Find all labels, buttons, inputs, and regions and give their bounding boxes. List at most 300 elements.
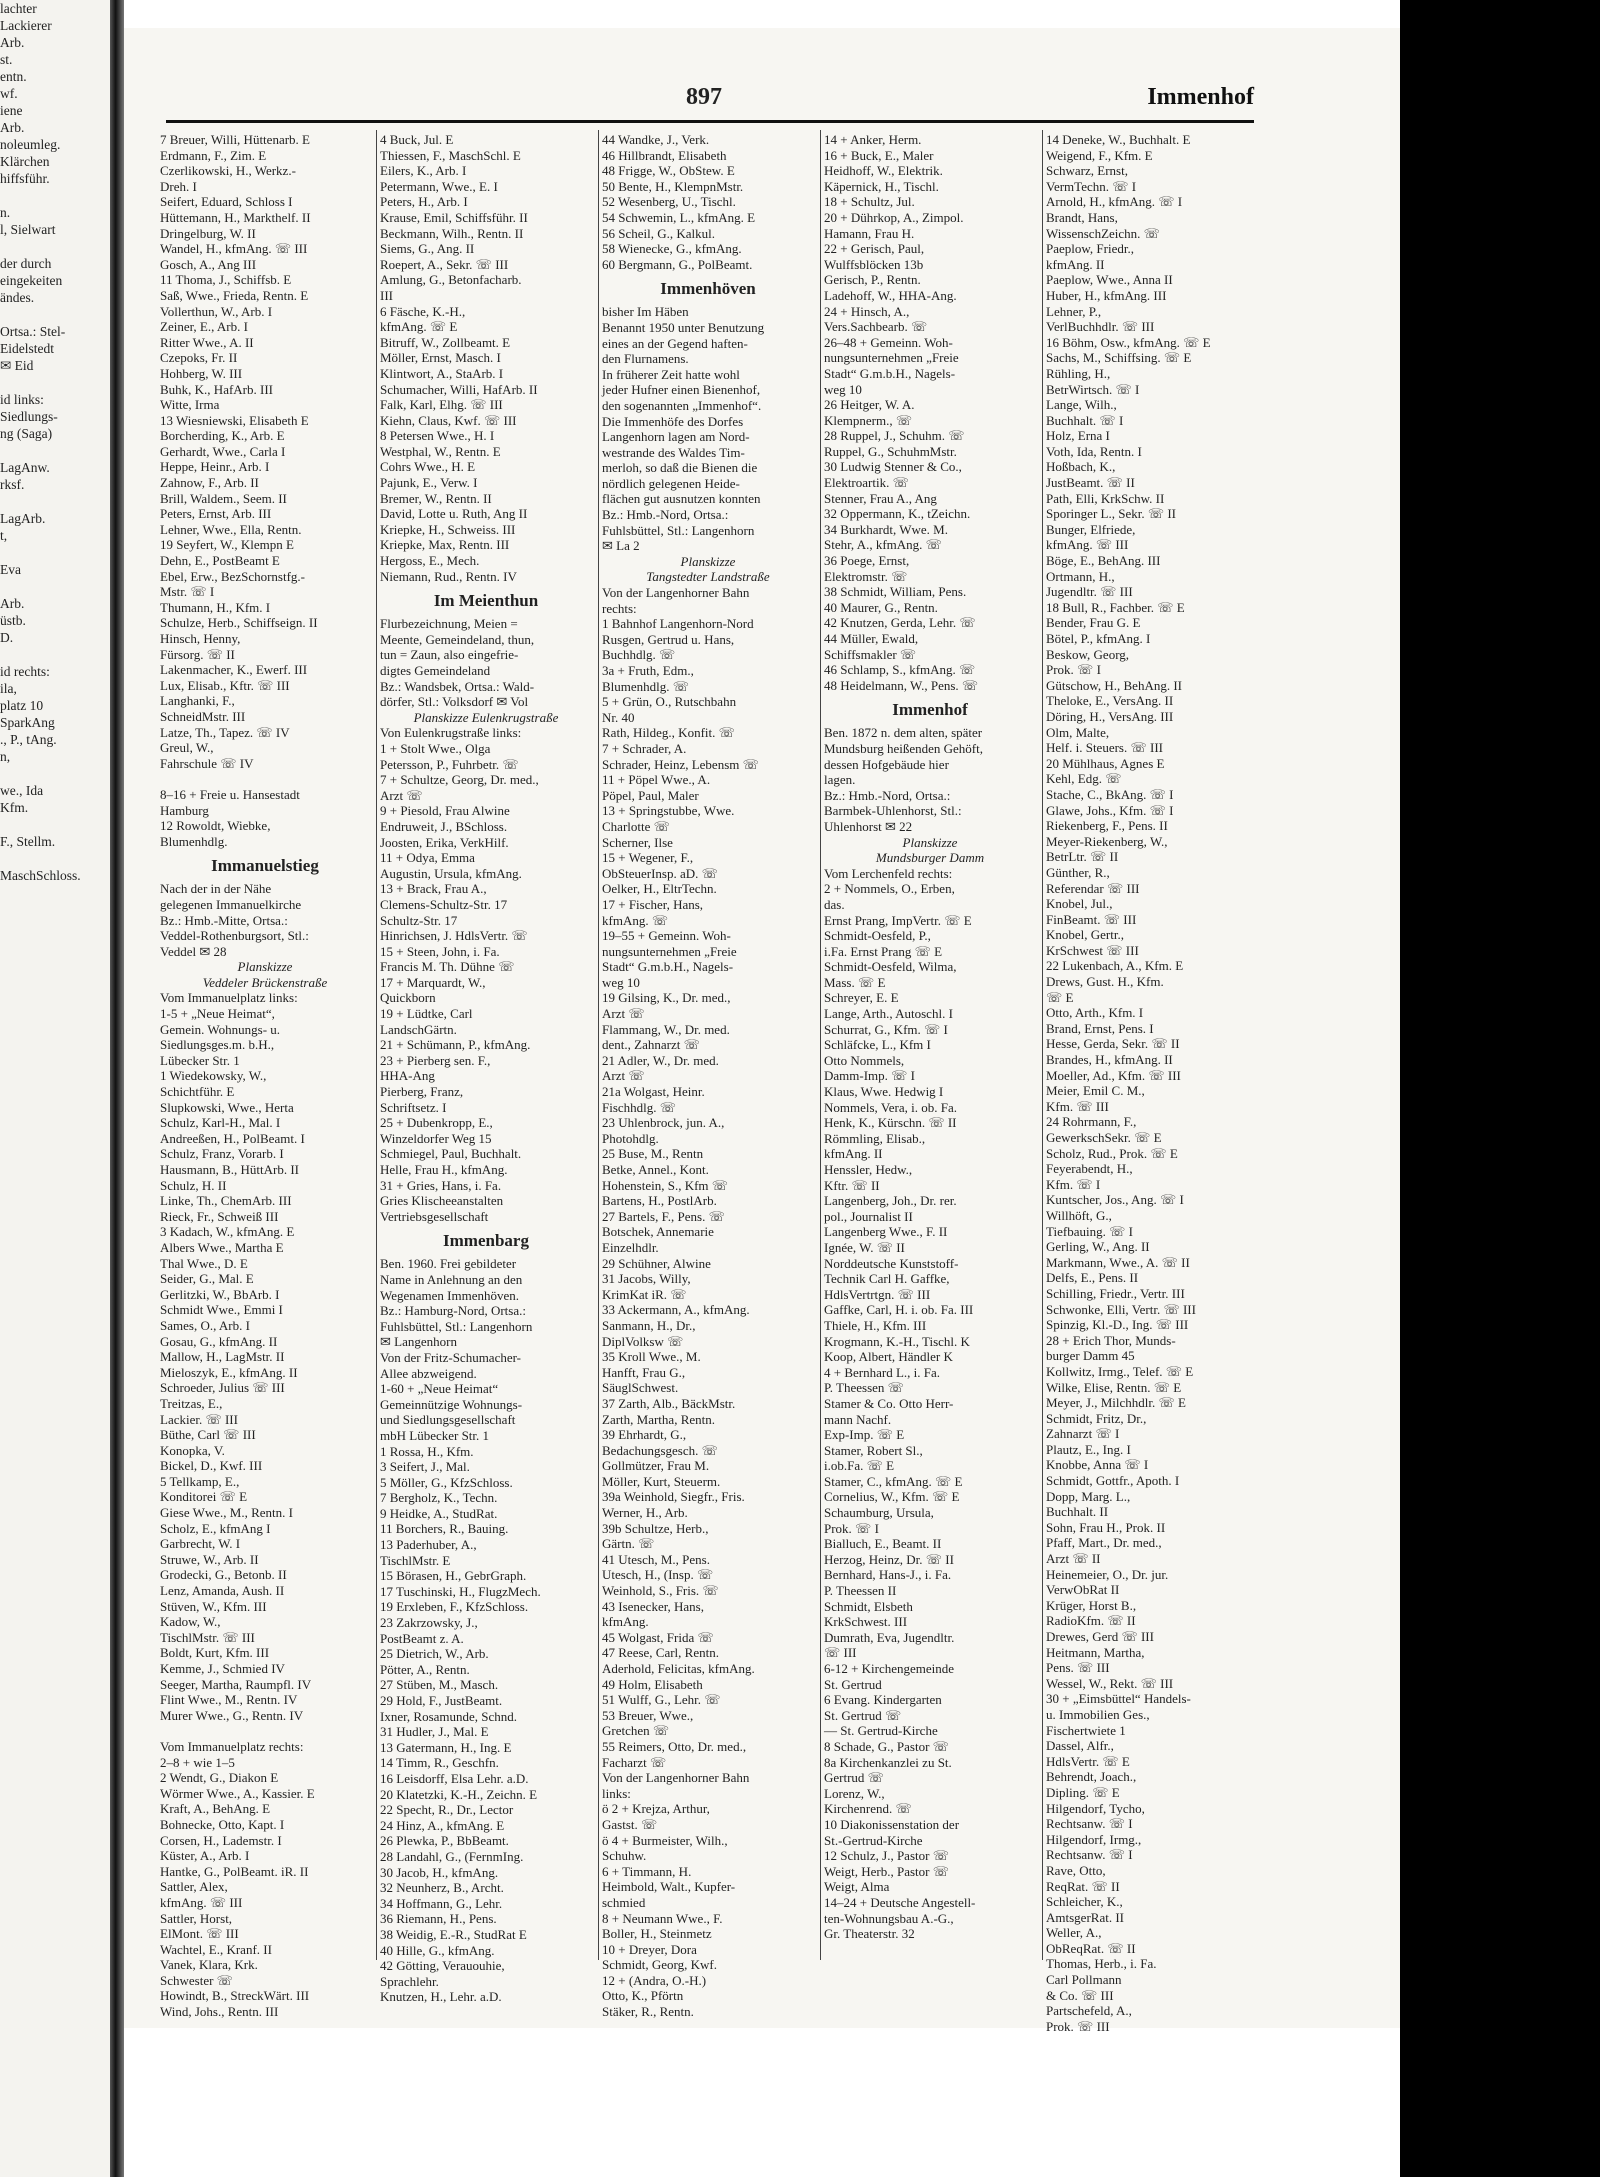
directory-line: Utesch, H., (Insp. ☏ [602,1567,714,1583]
directory-line: Technik Carl H. Gaffke, [824,1271,950,1287]
directory-line: 25 + Dubenkropp, E., [380,1115,493,1131]
directory-line: ☏ E [1046,989,1074,1005]
directory-line: 19–55 + Gemeinn. Woh- [602,928,731,944]
directory-line: Arzt ☏ II [1046,1551,1101,1567]
directory-line: Facharzt ☏ [602,1754,667,1770]
directory-line: Slupkowski, Wwe., Herta [160,1099,294,1115]
directory-line: Latze, Th., Tapez. ☏ IV [160,724,290,740]
directory-line: Von der Langenhorner Bahn [602,1770,750,1786]
scan-background [1400,0,1600,2177]
directory-line: Eilers, K., Arb. I [380,163,467,179]
directory-line: 4 + Bernhard L., i. Fa. [824,1364,941,1380]
directory-line: 17 + Marquardt, W., [380,974,486,990]
directory-line: 22 + Gerisch, Paul, [824,241,925,257]
directory-line: Thal Wwe., D. E [160,1255,248,1271]
directory-line: Gerisch, P., Rentn. [824,272,921,288]
directory-line: 21a Wolgast, Heinr. [602,1084,705,1100]
directory-line: 24 Hinz, A., kfmAng. E [380,1817,505,1833]
directory-line: Schleicher, K., [1046,1894,1123,1910]
directory-line: Rieck, Fr., Schweiß III [160,1208,279,1224]
directory-line: Gertrud ☏ [824,1770,884,1786]
directory-line: Albers Wwe., Martha E [160,1239,284,1255]
directory-line: 19 Seyfert, W., Klempn E [160,537,294,553]
directory-line: der durch [0,256,52,271]
directory-line: 47 Reese, Carl, Rentn. [602,1645,719,1661]
directory-line: 48 Heidelmann, W., Pens. ☏ [824,677,979,693]
directory-line: Henssler, Hedw., [824,1162,913,1177]
directory-line: 20 Klatetzki, K.-H., Zeichn. E [380,1786,538,1802]
directory-line: 38 Schmidt, William, Pens. [824,584,967,600]
directory-line: Elektroartik. ☏ [824,475,909,491]
directory-line: Kfm. ☏ III [1046,1098,1109,1114]
directory-line: Oelker, H., EltrTechn. [602,881,717,897]
directory-line: Schuhw. [602,1848,647,1864]
directory-line: Zahnow, F., Arb. II [160,475,259,491]
directory-line: Pierberg, Franz, [380,1084,464,1100]
directory-line: 25 Dietrich, W., Arb. [380,1646,489,1662]
directory-line: Rechtsanw. ☏ I [1046,1816,1133,1832]
directory-line: 13 + Brack, Frau A., [380,881,487,897]
directory-line: 25 Buse, M., Rentn [602,1146,704,1162]
directory-line: Beckmann, Wilh., Rentn. II [380,225,524,241]
directory-line: Schroeder, Julius ☏ III [160,1380,285,1396]
directory-line: kfmAng. [602,1614,649,1630]
directory-line: 11 + Odya, Emma [380,850,475,866]
directory-line [0,765,110,782]
directory-line: In früherer Zeit hatte wohl [602,366,740,382]
directory-line: Arnold, H., kfmAng. ☏ I [1046,194,1183,210]
directory-line: Kraft, A., BehAng. E [160,1801,271,1817]
directory-line [160,771,370,787]
directory-line: 7 Bergholz, K., Techn. [380,1490,498,1506]
directory-line: Knobel, Jul., [1046,896,1113,912]
directory-line: 13 Gatermann, H., Ing. E [380,1739,512,1755]
directory-line: 27 Stüben, M., Masch. [380,1677,499,1693]
directory-line: 9 + Piesold, Frau Alwine [380,803,510,819]
directory-line: kfmAng. ☏ [602,912,669,928]
column-divider [820,130,821,1960]
directory-line: Aderhold, Felicitas, kfmAng. [602,1661,755,1676]
directory-line: 38 Weidig, E.-R., StudRat E [380,1926,527,1942]
directory-line: Buchhalt. ☏ I [1046,412,1124,428]
directory-line: Wessel, W., Rekt. ☏ III [1046,1675,1174,1691]
directory-line: Klintwort, A., StaArb. I [380,365,504,381]
directory-line: 55 Reimers, Otto, Dr. med., [602,1738,747,1754]
directory-line: rksf. [0,477,25,492]
directory-line: 1 Rossa, H., Kfm. [380,1443,474,1459]
directory-line: 31 Jacobs, Willy, [602,1271,691,1287]
directory-line: Damm-Imp. ☏ I [824,1068,915,1084]
directory-line: Brill, Waldem., Seem. II [160,490,287,506]
directory-line: Westphal, W., Rentn. E [380,443,501,459]
directory-line: Otto, K., Pförtn [602,1988,684,2004]
directory-line: Hesse, Gerda, Sekr. ☏ II [1046,1036,1180,1052]
directory-line: Lakenmacher, K., Ewerf. III [160,662,308,678]
directory-line: Schreyer, E. E [824,990,899,1006]
directory-line [0,816,110,833]
directory-line: Dreh. I [160,178,197,194]
directory-line: Ben. 1872 n. dem alten, später [824,725,983,741]
directory-line: Heidhoff, W., Elektrik. [824,163,943,179]
street-heading: Im Meienthun [433,591,539,611]
directory-line: Pens. ☏ III [1046,1660,1110,1676]
directory-line: Pajunk, E., Verw. I [380,475,478,491]
directory-line: Sprachlehr. [380,1973,439,1989]
directory-line: Kfm. [0,800,29,815]
directory-line: Weigt, Alma [824,1879,890,1895]
directory-line: Norddeutsche Kunststoff- [824,1255,959,1271]
directory-line: 17 + Fischer, Hans, [602,896,704,912]
directory-line: 8–16 + Freie u. Hansestadt [160,786,300,802]
directory-line: 42 Knutzen, Gerda, Lehr. ☏ [824,615,976,631]
directory-line: Brandt, Hans, [1046,209,1118,225]
directory-line: Bickel, D., Kwf. III [160,1458,263,1474]
directory-line: Meyer-Riekenberg, W., [1046,833,1168,849]
directory-line: bisher Im Häben [602,304,689,320]
directory-line: Boldt, Kurt, Kfm. III [160,1645,270,1661]
directory-line: Gaffke, Carl, H. i. ob. Fa. III [824,1302,974,1318]
directory-line: 13 Paderhuber, A., [380,1537,477,1553]
directory-line: Augustin, Ursula, kfmAng. [380,865,522,881]
directory-line: ✉ Langenhorn [380,1334,457,1350]
directory-line: 37 Zarth, Alb., BäckMstr. [602,1395,736,1411]
directory-line: 29 Hold, F., JustBeamt. [380,1693,503,1708]
directory-line: VermTechn. ☏ I [1046,178,1137,194]
directory-line: Kirchenrend. ☏ [824,1801,912,1817]
directory-line: 28 Landahl, G., (FernmIng. [380,1848,524,1864]
directory-line: III [380,287,393,303]
directory-line: 11 + Pöpel Wwe., A. [602,772,711,788]
directory-line: Koop, Albert, Händler K [824,1349,953,1365]
directory-line: 49 Holm, Elisabeth [602,1676,703,1692]
directory-line: entn. [0,69,27,84]
directory-line: Kemme, J., Schmied IV [160,1661,285,1676]
directory-line: Schläfcke, L., Kfm I [824,1037,931,1053]
directory-line: Mundsburg heißenden Gehöft, [824,740,983,756]
directory-line: BetrWirtsch. ☏ I [1046,381,1140,397]
directory-line: Bernhard, Hans-J., i. Fa. [824,1567,952,1583]
directory-line: Bz.: Wandsbek, Ortsa.: Wald- [380,678,535,694]
directory-line: 15 Börasen, H., GebrGraph. [380,1568,527,1584]
directory-line: Gries Klischeeanstalten [380,1193,504,1209]
directory-line: Hausmann, B., HüttArb. II [160,1162,300,1177]
directory-line: Klaus, Wwe. Hedwig I [824,1084,944,1100]
directory-line: 6-12 + Kirchengemeinde [824,1661,955,1676]
directory-line: Bitruff, W., Zollbeamt. E [380,334,511,350]
book-gutter [110,0,124,2177]
directory-line: Sanmann, H., Dr., [602,1317,696,1333]
directory-line: 5 Möller, G., KfzSchloss. [380,1474,513,1490]
directory-line: Quickborn [380,990,436,1006]
directory-line: 26 Plewka, P., BbBeamt. [380,1833,509,1849]
directory-line: DiplVolksw ☏ [602,1333,684,1349]
directory-line: David, Lotte u. Ruth, Ang II [380,506,528,522]
directory-line: Schwonke, Elli, Vertr. ☏ III [1046,1301,1196,1317]
directory-line: Kadow, W., [160,1614,221,1630]
directory-line: Scherner, Ilse [602,834,673,850]
directory-line: Jugendltr. ☏ III [1046,584,1133,600]
directory-line: Erdmann, F., Zim. E [160,147,267,163]
directory-line: 48 Frigge, W., ObStew. E [602,163,735,179]
directory-line: Hamburg [160,802,209,818]
directory-line: 44 Wandke, J., Verk. [602,132,710,147]
directory-line: Witte, Irma [160,397,220,413]
directory-line: Schulz, H. II [160,1177,227,1193]
directory-line: St. Gertrud [824,1676,882,1692]
directory-line: 60 Bergmann, G., PolBeamt. [602,256,753,272]
directory-line: Stadt“ G.m.b.H., Nagels- [824,365,956,381]
directory-line: 2 + Nommels, O., Erben, [824,881,955,897]
directory-line: Nr. 40 [602,709,635,725]
directory-line: Schulz, Karl-H., Mal. I [160,1115,281,1131]
directory-line: Gütschow, H., BehAng. II [1046,677,1182,693]
directory-line: Schwester ☏ [160,1972,233,1988]
directory-line: Böge, E., BehAng. III [1046,553,1161,569]
directory-line: Fuhlsbüttel, Stl.: Langenhorn [602,522,755,538]
directory-line: Konditorei ☏ E [160,1489,248,1505]
directory-line: Langenhorn lagen am Nord- [602,429,750,445]
directory-line: und Siedlungsgesellschaft [380,1412,516,1428]
directory-line: Schumacher, Willi, HafArb. II [380,381,538,397]
directory-line: Schichtführ. E [160,1084,235,1100]
directory-line: Paeplow, Wwe., Anna II [1046,272,1173,288]
directory-line: 16 + Buck, E., Maler [824,147,934,163]
directory-line: Gretchen ☏ [602,1723,670,1739]
directory-line: Schilling, Friedr., Vertr. III [1046,1285,1185,1301]
directory-line: Zahnarzt ☏ I [1046,1426,1120,1442]
directory-line: Treitzas, E., [160,1395,223,1411]
directory-line: Uhlenhorst ✉ 22 [824,818,913,834]
directory-line: Eidelstedt [0,341,54,356]
directory-line: Meente, Gemeindeland, thun, [380,631,535,647]
directory-line: Clemens-Schultz-Str. 17 [380,896,508,912]
directory-line: i.ob.Fa. ☏ E [824,1458,895,1474]
directory-line: Rath, Hildeg., Konfit. ☏ [602,725,735,741]
directory-line: Elektromstr. ☏ [824,568,908,584]
column-3 [602,132,814,2020]
directory-line: Pötter, A., Rentn. [380,1661,470,1677]
directory-line: Hamann, Frau H. [824,225,915,241]
directory-line: Sattler, Alex, [160,1879,228,1895]
directory-line: 43 Isenecker, Hans, [602,1598,704,1614]
directory-line: LagArb. [0,511,46,526]
directory-line: & Co. ☏ III [1046,1987,1114,2003]
directory-line: Schmidt, Gottfr., Apoth. I [1046,1473,1180,1489]
directory-line: Botschek, Annemarie [602,1224,714,1240]
directory-line: Vertriebsgesellschaft [380,1208,489,1224]
directory-line: 35 Kroll Wwe., M. [602,1349,701,1365]
directory-line: iene [0,103,23,118]
column-divider [376,130,377,1960]
directory-line [0,493,110,510]
directory-line: 41 Utesch, M., Pens. [602,1551,710,1567]
directory-line: 19 + Lüdtke, Carl [380,1006,473,1022]
directory-line: Schmidt, Elsbeth [824,1598,913,1614]
directory-line: 12 Schulz, J., Pastor ☏ [824,1848,949,1864]
street-note: Planskizze [902,834,958,850]
directory-line: Heppe, Heinr., Arb. I [160,459,270,475]
directory-line: 11 Thoma, J., Schiffsb. E [160,272,292,288]
directory-line: 42 Götting, Verauouhie, [380,1958,505,1974]
street-heading: Immenbarg [443,1231,529,1251]
directory-line: Prok. ☏ I [1046,662,1101,678]
directory-line: ., P., tAng. [0,732,57,747]
directory-line: Sames, O., Arb. I [160,1317,250,1333]
directory-line: Gerling, W., Ang. II [1046,1239,1150,1255]
directory-line: Struwe, W., Arb. II [160,1551,259,1567]
directory-line: 19 Erxleben, F., KfzSchloss. [380,1599,529,1615]
directory-line: Rave, Otto, [1046,1862,1106,1878]
directory-line: Fischertwiete 1 [1046,1722,1126,1738]
directory-line: Vom Lerchenfeld rechts: [824,865,953,881]
directory-line: Lehner, Wwe., Ella, Rentn. [160,521,302,537]
directory-line: Konopka, V. [160,1442,225,1458]
directory-line: Blumenhdlg. [160,833,228,849]
directory-line: Bz.: Hmb.-Mitte, Ortsa.: [160,912,288,928]
directory-line: l, Sielwart [0,222,56,237]
directory-line: Einzelhdlr. [602,1239,659,1255]
directory-line: rechts: [602,600,637,616]
directory-line: 8 Schade, G., Pastor ☏ [824,1738,949,1754]
directory-line: 5 + Grün, O., Rutschbahn [602,694,737,710]
directory-line: Sachs, M., Schiffsing. ☏ E [1046,350,1192,366]
directory-line: ila, [0,681,17,696]
directory-line: Schmidt Wwe., Emmi I [160,1302,283,1318]
directory-line: eingekeiten [0,273,63,288]
directory-line: Behrendt, Joach., [1046,1769,1137,1785]
directory-line: Holz, Erna I [1046,428,1110,444]
directory-line: 22 Lukenbach, A., Kfm. E [1046,958,1184,974]
directory-line: Lorenz, W., [824,1785,885,1801]
directory-line: 15 + Wegener, F., [602,850,694,866]
directory-line: burger Damm 45 [1046,1348,1135,1364]
directory-line: Zeiner, E., Arb. I [160,319,248,335]
directory-line: Barmbek-Uhlenhorst, Stl.: [824,803,962,819]
directory-line: Prok. ☏ III [1046,2018,1110,2034]
directory-line: HHA-Ang [380,1068,435,1084]
directory-line: Schultz-Str. 17 [380,912,458,928]
directory-line: Stamer, C., kfmAng. ☏ E [824,1473,963,1489]
directory-line: Tiefbauing. ☏ I [1046,1223,1133,1239]
directory-line: Cohrs Wwe., H. E [380,459,476,475]
directory-line: Ebel, Erw., BezSchornstfg.- [160,568,306,584]
directory-line: 31 Hudler, J., Mal. E [380,1724,489,1740]
directory-line: SchneidMstr. III [160,708,246,724]
directory-line: 3 Kadach, W., kfmAng. E [160,1224,295,1240]
directory-line: 4 Buck, Jul. E [380,132,454,147]
directory-line: Siems, G., Ang. II [380,241,475,257]
directory-line: Ortmann, H., [1046,568,1115,584]
directory-line: n, [0,749,11,764]
street-note: Planskizze [237,959,293,975]
directory-line: Flurbezeichnung, Meien = [380,616,518,632]
directory-line: Kfm. ☏ I [1046,1176,1101,1192]
directory-line: Markmann, Wwe., A. ☏ II [1046,1254,1190,1270]
directory-line: Lackierer [0,18,52,33]
directory-line: Falk, Karl, Elhg. ☏ III [380,397,503,413]
directory-line: Weller, A., [1046,1925,1102,1941]
directory-line [0,238,110,255]
directory-line: 32 Oppermann, K., tZeichn. [824,506,971,522]
page-title: Immenhof [1147,84,1254,110]
directory-line: Gosau, G., kfmAng. II [160,1333,278,1349]
directory-line: Hinrichsen, J. HdlsVertr. ☏ [380,928,528,944]
directory-line: 33 Ackermann, A., kfmAng. [602,1302,750,1318]
directory-line: 45 Wolgast, Frida ☏ [602,1629,714,1645]
directory-line: 7 Breuer, Willi, Hüttenarb. E [160,132,310,147]
directory-line: Scholz, Rud., Prok. ☏ E [1046,1145,1178,1161]
directory-line: Schrader, Heinz, Lebensm ☏ [602,756,759,772]
directory-line: Vers.Sachbearb. ☏ [824,319,928,335]
directory-line: we., Ida [0,783,44,798]
directory-line: P. Theessen ☏ [824,1380,904,1396]
directory-line: den sogenannten „Immenhof“. [602,397,762,413]
directory-line: 14 Deneke, W., Buchhalt. E [1046,132,1191,147]
directory-line: Wilke, Elise, Rentn. ☏ E [1046,1379,1182,1395]
directory-line: 30 + „Eimsbüttel“ Handels- [1046,1691,1191,1707]
directory-line: P. Theessen II [824,1583,897,1599]
directory-line: 54 Schwemin, L., kfmAng. E [602,209,756,225]
directory-line: n. [0,205,11,220]
directory-line: AmtsgerRat. II [1046,1909,1124,1925]
directory-line: Arb. [0,120,25,135]
directory-line: Käpernick, H., Tischl. [824,178,939,194]
directory-line: den Flurnamens. [602,351,689,367]
directory-line: Thomas, Herb., i. Fa. [1046,1956,1157,1972]
directory-line: mbH Lübecker Str. 1 [380,1427,490,1443]
street-note: Planskizze Eulenkrugstraße [413,709,559,725]
directory-line: 23 Zakrzowsky, J., [380,1615,478,1631]
directory-line: Hergoss, E., Mech. [380,553,480,569]
directory-line: Stache, C., BkAng. ☏ I [1046,786,1174,802]
directory-line: 7 + Schrader, A. [602,740,687,756]
directory-line: Fürsorg. ☏ II [160,646,235,662]
directory-line: SäuglSchwest. [602,1380,679,1396]
directory-line: LandschGärtn. [380,1021,457,1037]
directory-line: Gemein. Wohnungs- u. [160,1021,281,1037]
directory-line: 50 Bente, H., KlempnMstr. [602,178,744,194]
directory-line: kfmAng. II [1046,256,1105,272]
directory-line: Nommels, Vera, i. ob. Fa. [824,1099,957,1115]
directory-line: Wegenamen Immenhöven. [380,1287,520,1303]
directory-line: ändes. [0,290,35,305]
directory-line: 39 Ehrhardt, G., [602,1427,687,1443]
directory-line: Krogmann, K.-H., Tischl. K [824,1333,970,1349]
directory-line: Stenner, Frau A., Ang [824,490,937,506]
directory-line: Gerlitzki, W., BbArb. I [160,1286,280,1302]
directory-line: — St. Gertrud-Kirche [824,1723,938,1739]
directory-line: Siedlungs- [0,409,58,424]
directory-line: links: [602,1785,631,1801]
directory-line: KrkSchwest. III [824,1614,908,1630]
directory-line: Sporinger L., Sekr. ☏ II [1046,506,1176,522]
street-note: Veddeler Brückenstraße [202,974,328,990]
directory-line: Kftr. ☏ II [824,1177,880,1193]
directory-line: Referendar ☏ III [1046,880,1140,896]
directory-line: 1 + Stolt Wwe., Olga [380,740,491,756]
directory-line: Wulffsblöcken 13b [824,256,924,272]
directory-line: kfmAng. ☏ III [160,1894,243,1910]
directory-line: dent., Zahnarzt ☏ [602,1037,700,1053]
directory-line: 39a Weinhold, Siegfr., Fris. [602,1489,745,1505]
directory-line: id links: [0,392,44,407]
directory-line: Arzt ☏ [380,787,423,803]
directory-line: Knobel, Gertr., [1046,927,1124,943]
directory-line: Otto, Arth., Kfm. I [1046,1005,1144,1021]
directory-line: Ixner, Rosamunde, Schnd. [380,1708,518,1724]
directory-line: hiffsführ. [0,171,50,186]
directory-line: 8a Kirchenkanzlei zu St. [824,1754,952,1770]
